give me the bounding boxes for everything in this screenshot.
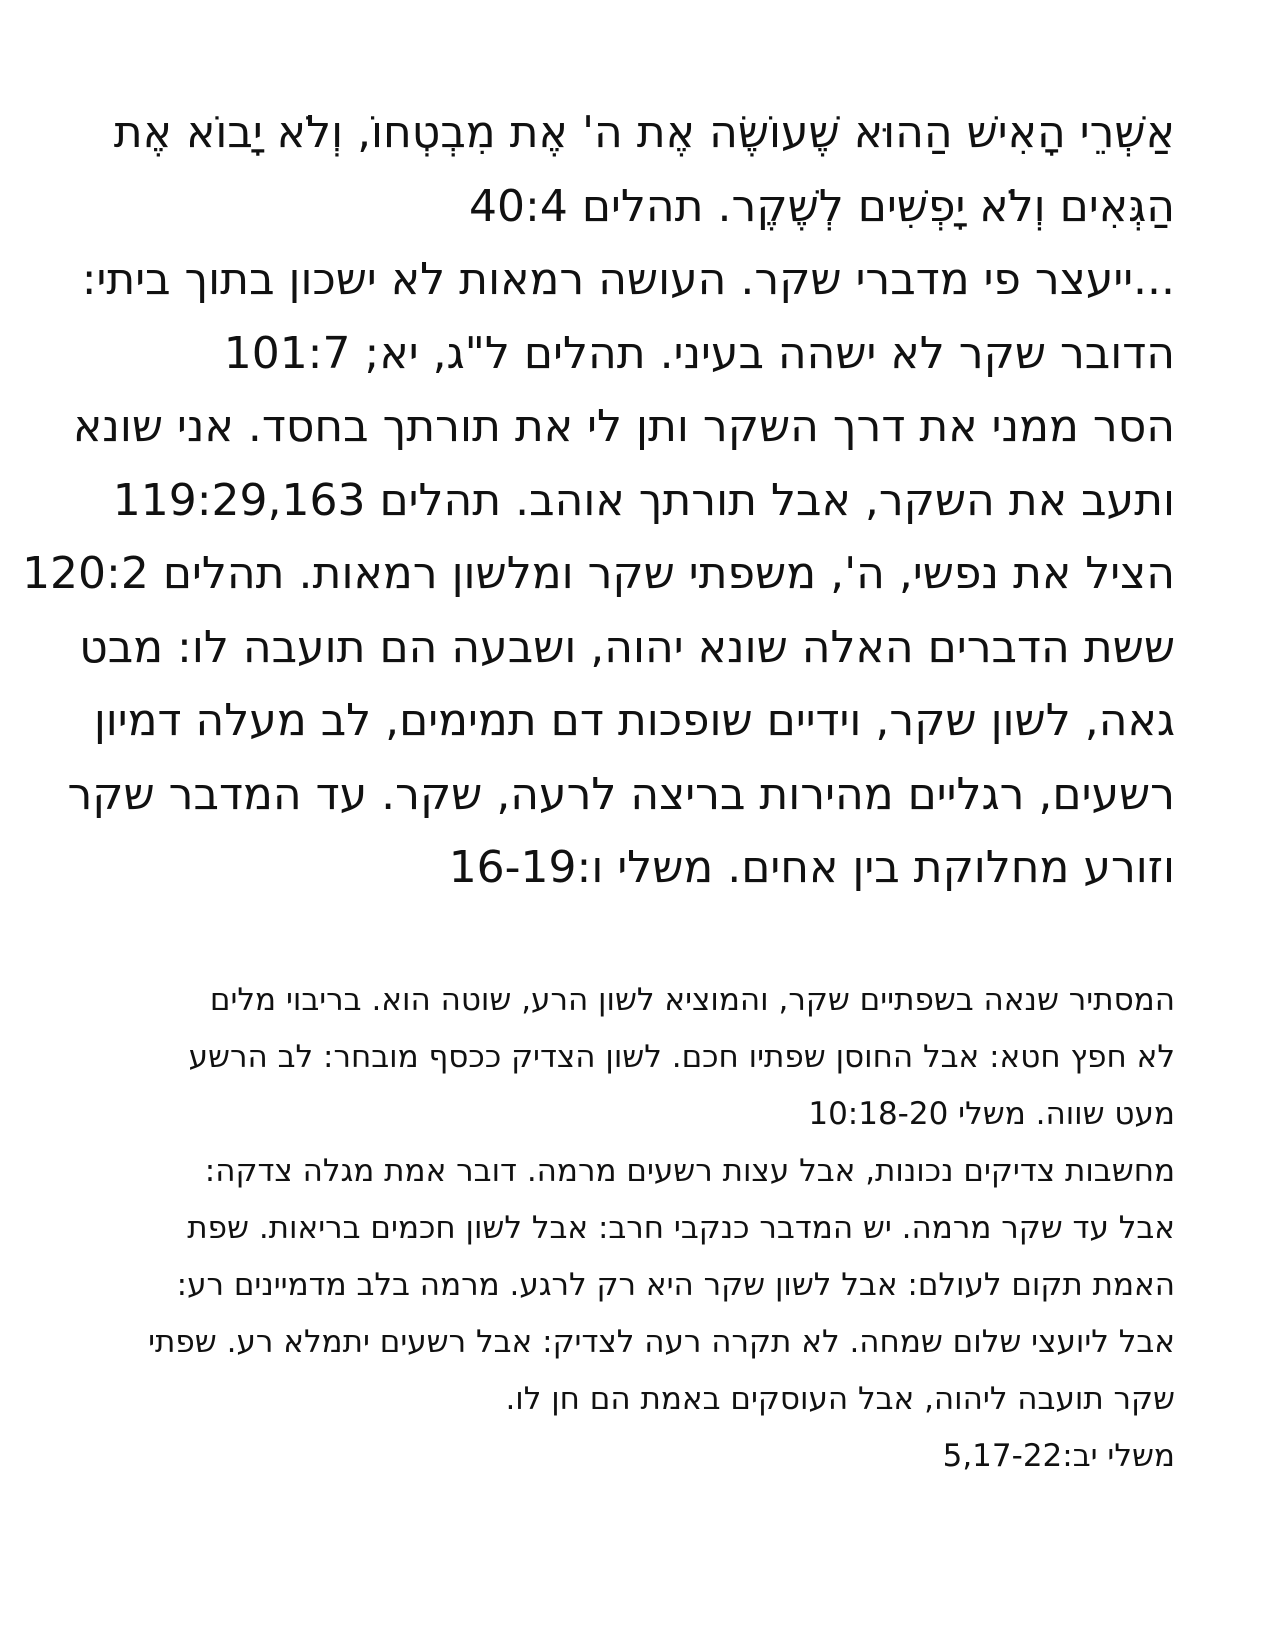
text-line: הציל את נפשי, ה', משפתי שקר ומלשון רמאות. תהלים 120:2 <box>22 548 1175 599</box>
text-line: וזורע מחלוקת בין אחים. משלי ו:16-19 <box>448 842 1175 893</box>
text-line: ...ייעצר פי מדברי שקר. העושה רמאות לא ישכון בתוך ביתי: <box>81 254 1175 305</box>
text-line: הַגְּאִים וְלֹא יָפְשִׁים לְשֶׁקֶר. תהלים 40:4 <box>469 180 1175 232</box>
large-scripture-passage <box>22 96 1175 905</box>
text-line: הדובר שקר לא ישהה בעיני. תהלים ל"ג, יא; 101:7 <box>223 327 1175 379</box>
text-line: מחשבות צדיקים נכונות, אבל עצות רשעים מרמה. דובר אמת מגלה צדקה: <box>204 1153 1175 1189</box>
text-line: האמת תקום לעולם: אבל לשון שקר היא רק לרגע. מרמה בלב מדמיינים רע: <box>176 1267 1175 1303</box>
text-line: שקר תועבה ליהוה, אבל העוסקים באמת הם חן לו. <box>505 1381 1175 1417</box>
text-line: אבל ליועצי שלום שמחה. לא תקרה רעה לצדיק: אבל רשעים יתמלא רע. שפתי <box>148 1324 1175 1360</box>
text-line: משלי יב:5,17-22 <box>942 1438 1175 1474</box>
text-line: גאה, לשון שקר, וידיים שופכות דם תמימים, לב מעלה דמיון <box>93 695 1175 746</box>
text-line: רשעים, רגליים מהירות בריצה לרעה, שקר. עד המדבר שקר <box>67 768 1175 820</box>
text-line: ששת הדברים האלה שונא יהוה, ושבעה הם תועבה לו: מבט <box>79 621 1175 673</box>
text-line: אַשְׁרֵי הָאִישׁ הַהוּא שֶׁעוֹשֶׂה אֶת ה' אֶת מִבְטְחוֹ, וְלֹא יָבוֹא אֶת <box>113 107 1175 158</box>
text-line: המסתיר שנאה בשפתיים שקר, והמוציא לשון הרע, שוטה הוא. בריבוי מלים <box>209 982 1175 1018</box>
text-line: אבל עד שקר מרמה. יש המדבר כנקבי חרב: אבל לשון חכמים בריאות. שפת <box>187 1210 1175 1246</box>
text-line: הסר ממני את דרך השקר ותן לי את תורתך בחסד. אני שונא <box>72 401 1175 452</box>
small-scripture-passage <box>75 972 1175 1485</box>
text-line: ותעב את השקר, אבל תורתך אוהב. תהלים 119:29,163 <box>112 474 1175 526</box>
text-line: לא חפץ חטא: אבל החוסן שפתיו חכם. לשון הצדיק ככסף מובחר: לב הרשע <box>188 1039 1175 1075</box>
text-line: מעט שווה. משלי 10:18-20 <box>808 1096 1175 1132</box>
